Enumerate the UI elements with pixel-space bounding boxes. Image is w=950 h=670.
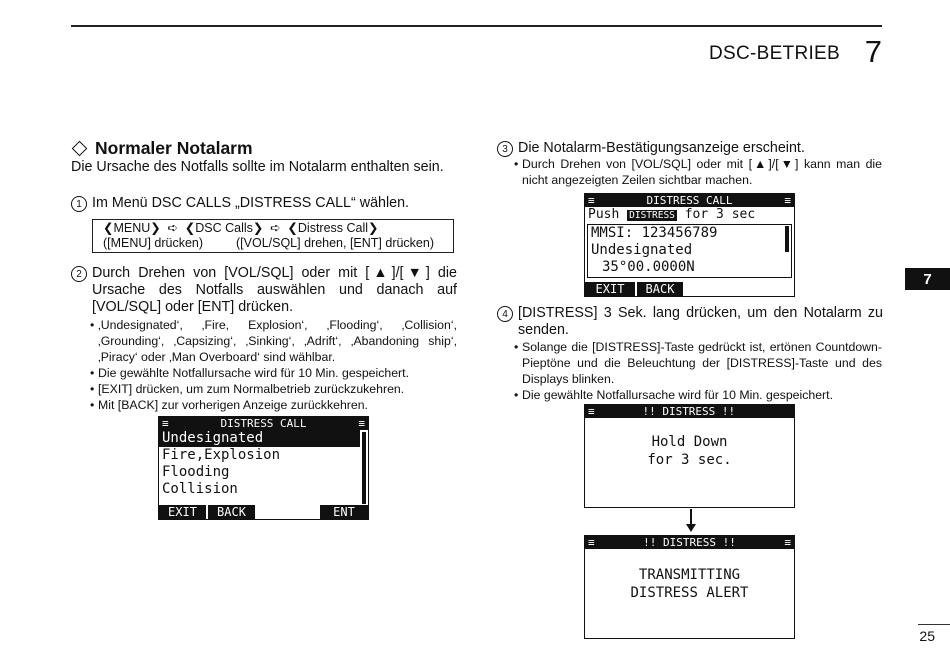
lcd-title-bar: ≡ DISTRESS CALL ≡ <box>159 417 368 430</box>
section-heading-text: Normaler Notalarm <box>95 138 253 158</box>
lcd-distress-call-menu <box>158 416 369 520</box>
bullet-item: • Die gewählte Notfallursache wird für 10 Min. gespeichert. <box>514 388 833 402</box>
bullet-item: • Die gewählte Notfallursache wird für 10 Min. gespeichert. <box>90 366 409 380</box>
ent-softkey[interactable]: ENT <box>320 505 368 519</box>
step-2 <box>71 265 457 316</box>
lcd-title-bar: ≡ !! DISTRESS !! ≡ <box>585 536 794 549</box>
step-2-text: Durch Drehen von [VOL/SQL] oder mit [▲]/[▼] die Ursache des Notfalls auswählen und danach auf [VOL/SQL] oder [ENT] drücken. <box>92 265 457 315</box>
section-title: DSC-BETRIEB <box>708 43 840 64</box>
bullet-item: • Solange die [DISTRESS]-Taste gedrückt ist, ertönen Countdown-Pieptöne und die Beleuchtung der [DISTRESS]-Taste und des Displays blinken. <box>514 340 882 386</box>
step-number-3: 3 <box>497 141 513 157</box>
intro-text: Die Ursache des Notfalls sollte im Notalarm enthalten sein. <box>71 159 444 175</box>
back-softkey[interactable]: BACK <box>208 505 255 519</box>
menu-icon: ≡ <box>588 405 595 418</box>
lcd-softkeys <box>159 505 368 519</box>
page-number: 25 <box>919 628 935 644</box>
exit-softkey[interactable]: EXIT <box>159 505 206 519</box>
arrow-down-icon <box>686 524 696 532</box>
step-4-text: [DISTRESS] 3 Sek. lang drücken, um den Notalarm zu senden. <box>518 305 883 338</box>
lcd-message-line: TRANSMITTING <box>638 567 741 583</box>
step-number-2: 2 <box>71 266 87 282</box>
menu-path-item-1: ❮MENU❯ <box>103 221 161 235</box>
step-4-bullets <box>514 339 882 403</box>
lcd-push-line: Push DISTRESS for 3 sec <box>588 207 756 222</box>
lcd-scrollbar <box>362 432 366 504</box>
menu-path-hint-1: ([MENU] drücken) <box>103 236 204 250</box>
step-number-4: 4 <box>497 306 513 322</box>
arrow-right-icon: ➪ <box>270 221 281 235</box>
lcd-list-item[interactable]: Flooding <box>162 464 230 480</box>
distress-key-label: DISTRESS <box>629 210 675 221</box>
menu-icon: ≡ <box>588 194 595 207</box>
lcd-scrollbar <box>785 226 789 252</box>
step-1 <box>71 195 457 212</box>
section-heading <box>71 138 253 159</box>
menu-icon: ≡ <box>162 417 169 430</box>
bullet-item: • ‚Undesignated‘, ‚Fire, Explosion‘, ‚Flooding‘, ‚Collision‘, ‚Grounding‘, ‚Capsizing‘, ‚Sinking‘, ‚Adrift‘, ‚Abandoning ship‘, ‚Piracy‘ oder ‚Man Overboard‘ sind wählbar. <box>90 318 457 364</box>
lcd-nature: Undesignated <box>591 242 693 258</box>
diamond-icon <box>72 141 88 157</box>
header-rule <box>71 25 882 27</box>
lcd-list-item[interactable]: Collision <box>162 481 238 497</box>
chapter-side-tab: 7 <box>905 268 950 290</box>
exit-softkey[interactable]: EXIT <box>585 282 635 296</box>
menu-icon: ≡ <box>358 417 365 430</box>
lcd-title-bar: ≡ DISTRESS CALL ≡ <box>585 194 794 207</box>
menu-icon: ≡ <box>784 536 791 549</box>
page-number-rule <box>918 624 950 625</box>
menu-path-hint-2: ([VOL/SQL] drehen, [ENT] drücken) <box>236 236 434 250</box>
step-4 <box>497 305 883 339</box>
lcd-title-bar: ≡ !! DISTRESS !! <box>585 405 794 418</box>
lcd-list-item[interactable]: Fire,Explosion <box>162 447 281 463</box>
arrow-right-icon: ➪ <box>167 221 179 235</box>
lcd-message-line: Hold Down <box>651 434 728 450</box>
menu-icon: ≡ <box>588 536 595 549</box>
lcd-distress-confirm <box>584 193 795 297</box>
lcd-transmitting <box>584 535 795 639</box>
lcd-mmsi: MMSI: 123456789 <box>591 225 718 241</box>
lcd-info-box <box>587 224 792 278</box>
back-softkey[interactable]: BACK <box>637 282 683 296</box>
lcd-list-item-selected[interactable]: Undesignated <box>159 430 360 447</box>
step-number-1: 1 <box>71 196 87 212</box>
step-1-text: Im Menü DSC CALLS „DISTRESS CALL“ wählen. <box>92 195 410 211</box>
lcd-position: 35°00.0000N <box>602 259 695 275</box>
menu-path-item-3: ❮Distress Call❯ <box>287 221 379 235</box>
lcd-message-line: for 3 sec. <box>647 452 732 468</box>
menu-path-item-2: ❮DSC Calls❯ <box>184 221 264 235</box>
step-3-text: Die Notalarm-Bestätigungsanzeige erscheint. <box>518 140 805 156</box>
lcd-message-line: DISTRESS ALERT <box>630 585 749 601</box>
step-2-bullets <box>90 317 457 413</box>
step-3-bullet: • Durch Drehen von [VOL/SQL] oder mit [▲]/[▼] kann man die nicht angezeigten Zeilen sichtbar machen. <box>514 157 882 187</box>
bullet-item: • [EXIT] drücken, um zum Normalbetrieb zurückzukehren. <box>90 382 405 396</box>
menu-icon: ≡ <box>784 194 791 207</box>
lcd-softkeys <box>585 282 794 296</box>
lcd-hold-down <box>584 404 795 508</box>
bullet-item: • Mit [BACK] zur vorherigen Anzeige zurückkehren. <box>90 398 368 412</box>
step-3 <box>497 140 883 157</box>
chapter-number: 7 <box>864 34 882 69</box>
menu-path-box <box>92 219 454 253</box>
